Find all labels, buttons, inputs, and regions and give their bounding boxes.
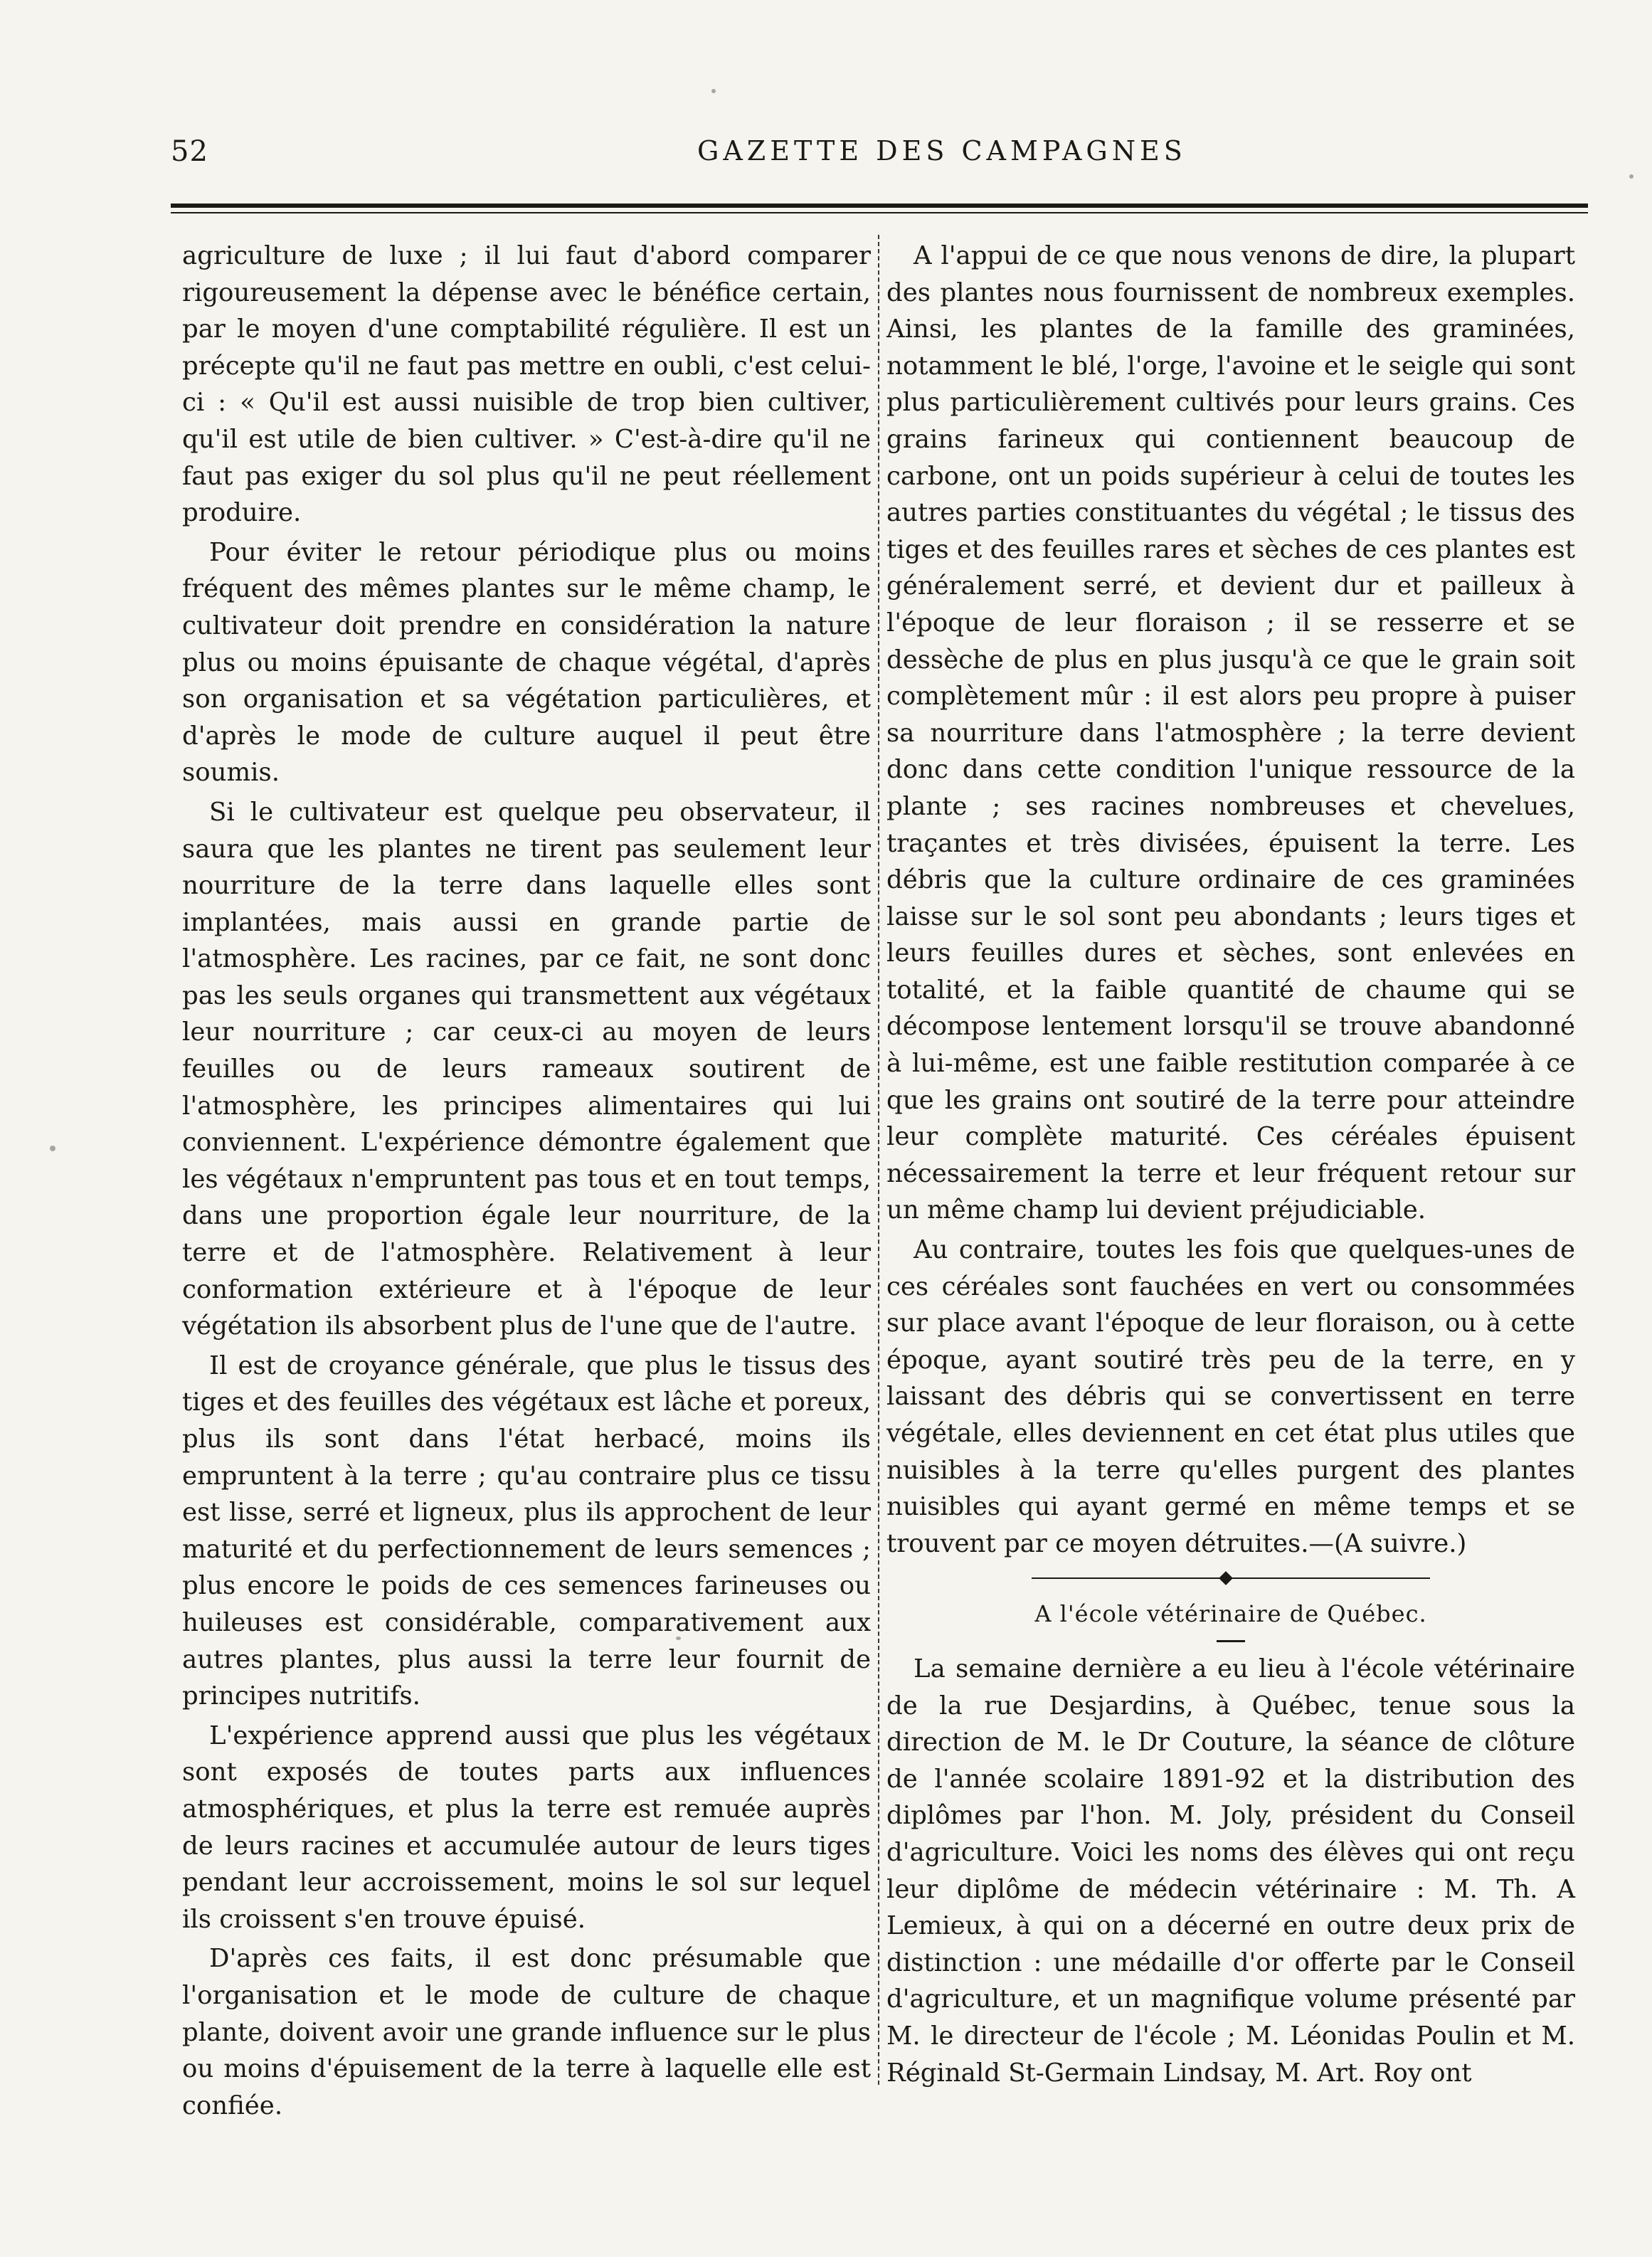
paragraph: L'expérience apprend aussi que plus les végétaux sont exposés de toutes parts aux influences atmosphériques, et plus la terre est remuée auprès de leurs racines et accumulée autour de leurs tiges pendant leur accroissement, moins le sol sur lequel ils croissent s'en trouve épuisé. [182,1720,871,1934]
paragraph: Il est de croyance générale, que plus le tissus des tiges et des feuilles des végétaux est lâche et poreux, plus ils sont dans l'état herbacé, moins ils empruntent à la terre ; qu'au contraire plus ce tissu est lisse, serré et ligneux, plus ils approchent de leur maturité et du perfectionnement de leurs semences ; plus encore le poids de ces semences farineuses ou huileuses est considérable, comparativement aux autres plantes, plus aussi la terre leur fournit de principes nutritifs. [182,1350,871,1711]
paragraph: La semaine dernière a eu lieu à l'école vétérinaire de la rue Desjardins, à Québec, tenue sous la direction de M. le Dr Couture, la séance de clôture de l'année scolaire 1891-92 et la distribution des diplômes par l'hon. M. Joly, président du Conseil d'agriculture. Voici les noms des élèves qui ont reçu leur diplôme de médecin vétérinaire : M. Th. A Lemieux, à qui on a décerné en outre deux prix de distinction : une médaille d'or offerte par le Conseil d'agriculture, et un magnifique volume présenté par M. le directeur de l'école ; M. Léonidas Poulin et M. Réginald St-Germain Lindsay, M. Art. Roy ont [886,1654,1575,2088]
column-divider [878,235,879,2085]
section-title: A l'école vétérinaire de Québec. [1034,1600,1427,1628]
section-dash [1217,1640,1245,1642]
paragraph: agriculture de luxe ; il lui faut d'abord comparer rigoureusement la dépense avec le bénéfice certain, par le moyen d'une comptabilité régulière. Il est un précepte qu'il ne faut pas mettre en oubli, c'est celui-ci : « Qu'il est aussi nuisible de trop bien cultiver, qu'il est utile de bien cultiver. » C'est-à-dire qu'il ne faut pas exiger du sol plus qu'il ne peut réellement produire. [182,241,871,528]
scan-speck [50,1146,55,1151]
paragraph: A l'appui de ce que nous venons de dire, la plupart des plantes nous fournissent de nombreux exemples. Ainsi, les plantes de la famille des graminées, notamment le blé, l'orge, l'avoine et le seigle qui sont plus particulièrement cultivés pour leurs grains. Ces grains farineux qui contiennent beaucoup de carbone, ont un poids supérieur à celui de toutes les autres parties constituantes du végétal ; le tissus des tiges et des feuilles rares et sèches de ces plantes est généralement serré, et devient dur et pailleux à l'époque de leur floraison ; il se resserre et se dessèche de plus en plus jusqu'à ce que le grain soit complètement mûr : il est alors peu propre à puiser sa nourriture dans l'atmosphère ; la terre devient donc dans cette condition l'unique ressource de la plante ; ses racines nombreuses et chevelues, traçantes et très divisées, épuisent la terre. Les débris que la culture ordinaire de ces graminées laisse sur le sol sont peu abondants ; leurs tiges et leurs feuilles dures et sèches, sont enlevées en totalité, et la faible quantité de chaume qui se décompose lentement lorsqu'il se trouve abandonné à lui-même, est une faible restitution comparée à ce que les grains ont soutiré de la terre pour atteindre leur complète maturité. Ces céréales épuisent nécessairement la terre et leur fréquent retour sur un même champ lui devient préjudiciable. [886,241,1575,1225]
right-column [886,238,1575,2094]
running-title: GAZETTE DES CAMPAGNES [697,135,1187,166]
page-header [171,135,1588,178]
header-rule-thick [171,204,1588,208]
page-number: 52 [171,135,208,168]
paragraph: D'après ces faits, il est donc présumable que l'organisation et le mode de culture de chaque plante, doivent avoir une grande influence sur le plus ou moins d'épuisement de la terre à laquelle elle est confiée. [182,1944,871,2120]
scan-speck [1629,174,1634,179]
header-rule-thin [171,212,1588,213]
paragraph: Au contraire, toutes les fois que quelques-unes de ces céréales sont fauchées en vert ou consommées sur place avant l'époque de leur floraison, ou à cette époque, ayant soutiré très peu de la terre, en y laissant des débris qui se convertissent en terre végétale, elles deviennent en cet état plus utiles que nuisibles à la terre qu'elles purgent des plantes nuisibles qui ayant germé en même temps et se trouvent par ce moyen détruites.—(A suivre.) [886,1235,1575,1558]
left-column [182,238,871,2127]
paragraph: Pour éviter le retour périodique plus ou moins fréquent des mêmes plantes sur le même champ, le cultivateur doit prendre en considération la nature plus ou moins épuisante de chaque végétal, d'après son organisation et sa végétation particulières, et d'après le mode de culture auquel il peut être soumis. [182,537,871,788]
scan-speck [711,89,716,93]
paragraph: Si le cultivateur est quelque peu observateur, il saura que les plantes ne tirent pas seulement leur nourriture de la terre dans laquelle elles sont implantées, mais aussi en grande partie de l'atmosphère. Les racines, par ce fait, ne sont donc pas les seuls organes qui transmettent aux végétaux leur nourriture ; car ceux-ci au moyen de leurs feuilles ou de leurs rameaux soutirent de l'atmosphère, les principes alimentaires qui lui conviennent. L'expérience démontre également que les végétaux n'empruntent pas tous et en tout temps, dans une proportion égale leur nourriture, de la terre et de l'atmosphère. Relativement à leur conformation extérieure et à l'époque de leur végétation ils absorbent plus de l'une que de l'autre. [182,797,871,1341]
section-ornament [1032,1575,1430,1582]
